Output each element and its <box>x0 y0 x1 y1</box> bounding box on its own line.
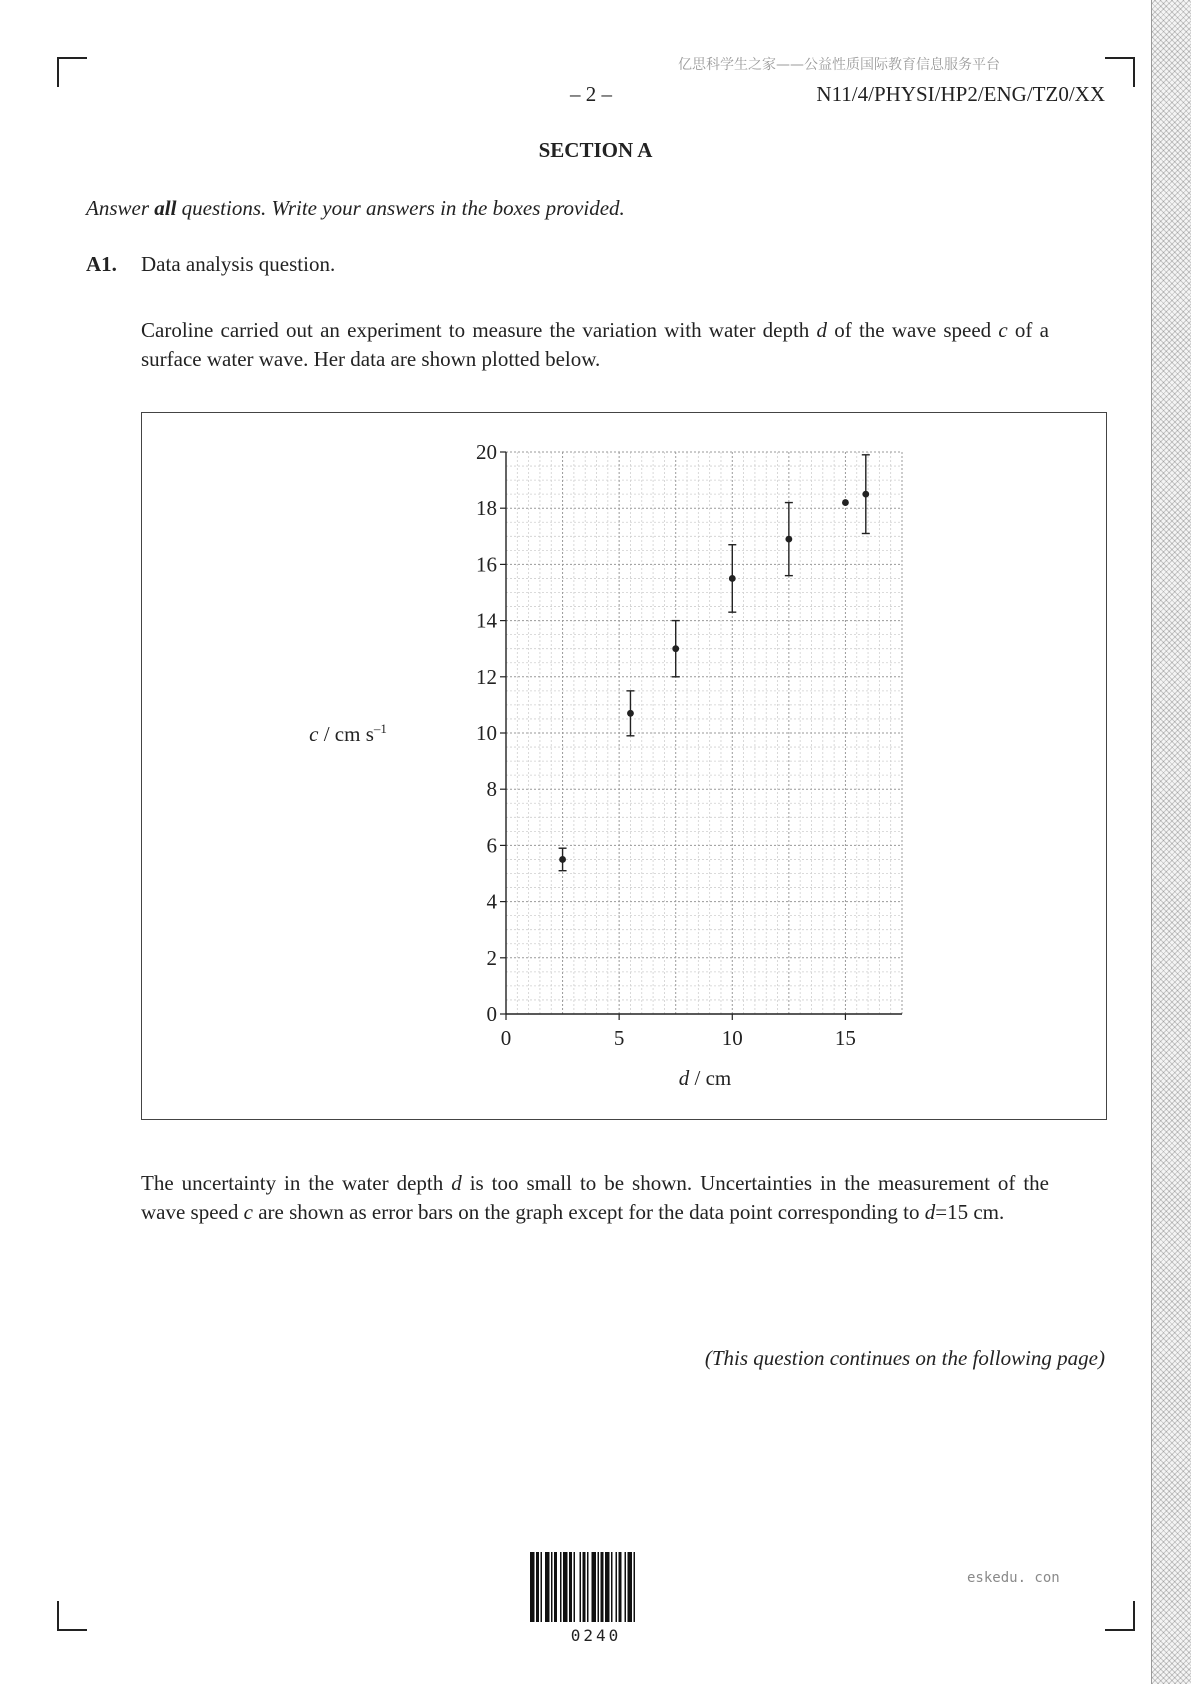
y-axis-unit: / cm s <box>318 722 374 746</box>
note-var-d: d <box>451 1171 462 1195</box>
note-var-c: c <box>243 1200 253 1224</box>
barcode-bar <box>580 1552 582 1622</box>
section-title: SECTION A <box>538 138 653 162</box>
crop-mark-top-left <box>57 57 87 87</box>
barcode <box>530 1552 662 1622</box>
page-number: – 2 – <box>570 82 612 106</box>
y-tick-label: 8 <box>486 777 497 802</box>
continues-note: (This question continues on the following page) <box>704 1346 1105 1370</box>
uncertainty-note <box>141 1169 1049 1227</box>
barcode-bar <box>605 1552 610 1622</box>
data-point <box>785 536 792 543</box>
x-tick-label: 0 <box>500 1026 512 1050</box>
data-point <box>627 710 634 717</box>
barcode-number: 0240 <box>570 1626 622 1645</box>
barcode-bar <box>634 1552 636 1622</box>
x-axis-unit: / cm <box>689 1066 732 1090</box>
y-tick-label: 14 <box>476 608 497 633</box>
note-text-1: The uncertainty in the water depth <box>141 1171 452 1195</box>
y-tick-label: 18 <box>476 496 497 521</box>
data-point <box>862 491 869 498</box>
y-tick-label: 16 <box>476 552 497 577</box>
intro-var-d: d <box>816 318 828 342</box>
note-var-d-2: d <box>924 1200 936 1224</box>
question-number: A1. <box>86 252 117 276</box>
intro-var-c: c <box>998 318 1008 342</box>
data-point <box>729 575 736 582</box>
barcode-bar <box>598 1552 600 1622</box>
barcode-bar <box>601 1552 604 1622</box>
site-footer-text: eskedu. con <box>967 1570 1060 1586</box>
x-tick-label: 5 <box>613 1026 625 1050</box>
barcode-bar <box>574 1552 576 1622</box>
barcode-bar <box>560 1552 562 1622</box>
barcode-bar <box>551 1552 553 1622</box>
intro-text-3: of a surface water wave. Her data are shown plotted below. <box>141 318 1049 371</box>
barcode-bar <box>625 1552 627 1622</box>
barcode-bar <box>569 1552 572 1622</box>
page-edge-strip <box>1151 0 1191 1684</box>
data-point <box>559 856 566 863</box>
barcode-bar <box>616 1552 618 1622</box>
barcode-bar <box>587 1552 589 1622</box>
question-intro-paragraph <box>141 316 1049 374</box>
intro-text-2: of the wave speed <box>827 318 999 342</box>
barcode-bar <box>563 1552 568 1622</box>
x-axis-label <box>679 1066 732 1090</box>
y-tick-label: 20 <box>476 440 497 464</box>
watermark-text: 亿思科学生之家——公益性质国际教育信息服务平台 <box>678 57 1000 73</box>
barcode-bar <box>554 1552 557 1622</box>
y-tick-label: 6 <box>486 833 497 858</box>
instructions-before: Answer <box>86 196 155 220</box>
y-tick-label: 4 <box>486 889 497 914</box>
question-title: Data analysis question. <box>141 252 336 276</box>
wave-speed-graph <box>142 413 1106 1119</box>
instructions <box>86 196 625 221</box>
note-text-2: is too small to be shown. Uncertainties in the measurement of the wave speed <box>141 1171 1049 1224</box>
barcode-bar <box>545 1552 550 1622</box>
barcode-bar <box>611 1552 613 1622</box>
y-tick-label: 10 <box>476 721 497 745</box>
instructions-bold: all <box>154 196 177 220</box>
barcode-bar <box>541 1552 543 1622</box>
x-tick-label: 10 <box>721 1026 743 1050</box>
y-axis-var: c <box>309 722 319 746</box>
barcode-bar <box>536 1552 539 1622</box>
barcode-bar <box>592 1552 597 1622</box>
crop-mark-bottom-left <box>57 1601 87 1631</box>
data-point <box>672 645 679 652</box>
y-tick-label: 2 <box>486 945 497 970</box>
x-tick-label: 15 <box>834 1026 856 1050</box>
graph-box <box>141 412 1107 1120</box>
crop-mark-bottom-right <box>1105 1601 1135 1631</box>
paper-code: N11/4/PHYSI/HP2/ENG/TZ0/XX <box>816 82 1105 106</box>
crop-mark-top-right <box>1105 57 1135 87</box>
barcode-bars <box>530 1552 662 1622</box>
barcode-bar <box>619 1552 622 1622</box>
note-text-4: =15 cm. <box>935 1200 1005 1224</box>
intro-text-1: Caroline carried out an experiment to measure the variation with water depth <box>141 318 817 342</box>
barcode-bar <box>583 1552 586 1622</box>
y-tick-label: 12 <box>476 664 497 689</box>
instructions-after: questions. Write your answers in the boxes provided. <box>176 196 625 220</box>
note-text-3: are shown as error bars on the graph except for the data point corresponding to <box>252 1200 925 1224</box>
x-axis-var: d <box>678 1066 690 1090</box>
barcode-bar <box>530 1552 535 1622</box>
data-point <box>842 499 849 506</box>
y-tick-label: 0 <box>486 1002 497 1026</box>
y-axis-unit-sup: –1 <box>373 721 387 736</box>
barcode-bar <box>628 1552 633 1622</box>
y-axis-label <box>309 721 387 746</box>
